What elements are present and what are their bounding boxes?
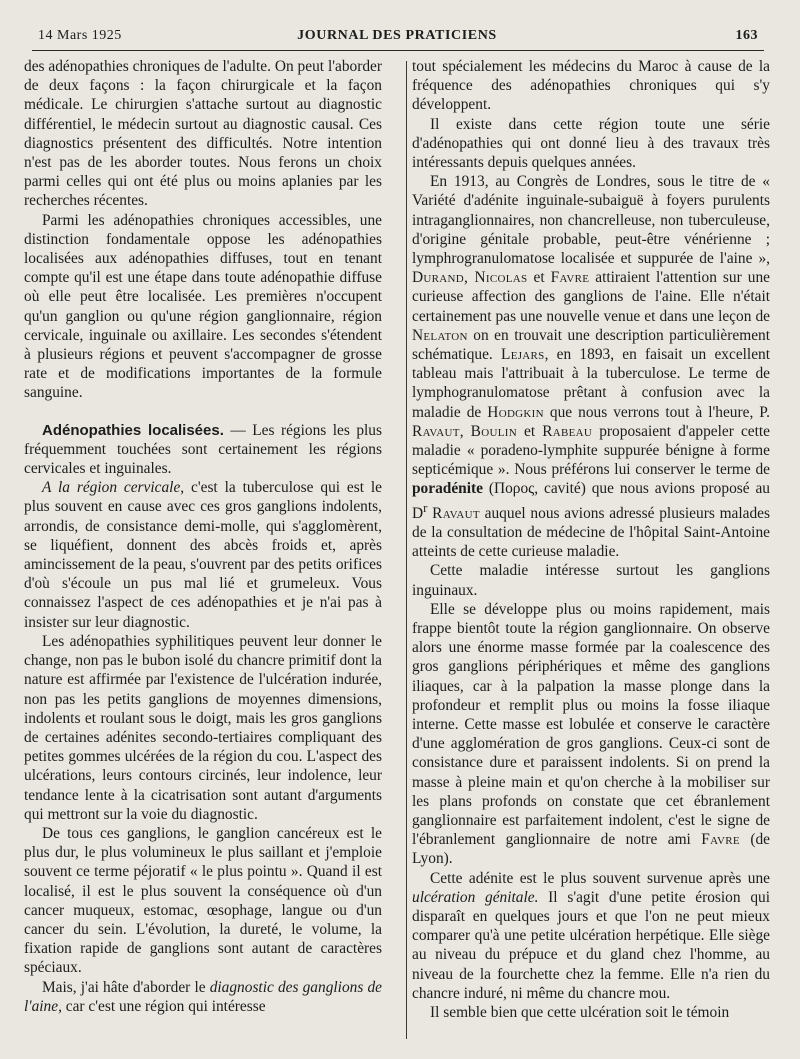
author-name: Hodgkin <box>487 403 544 421</box>
italic-phrase: ulcération génitale. <box>412 888 539 906</box>
paragraph-text: proposaient d'appeler cette maladie « poradeno-lymphite suppurée bénigne à forme septicémique ». Nous préférons lui conserver le terme de <box>412 422 770 479</box>
author-name: Nelaton <box>412 326 468 344</box>
paragraph: Cette maladie intéresse surtout les ganglions inguinaux. <box>412 562 770 599</box>
paragraph-text: Mais, j'ai hâte d'aborder le <box>42 978 210 996</box>
italic-phrase: A la région cervicale, <box>42 479 185 497</box>
paragraph-text: c'est la tuberculose qui est le plus souvent en cause avec ces gros ganglions indolents, arrondis, de consistance demi-molle, qui s'agglomèrent, se liquéfient, donnent des abcès froids et, après amincissement de la peau, s'ouvrent par des petits orifices d'où s'écoule un pus mal lié et grumeleux. Vous connaissez l'aspect de ces adénopathies et je n'ai pas à insister sur leur diagnostic. <box>24 479 382 631</box>
paragraph <box>412 172 770 561</box>
paragraph-text: — Les régions les plus fréquemment touchées sont certainement les régions cervicales et inguinales. <box>24 421 382 478</box>
paragraph-text: (de Lyon). <box>412 831 770 868</box>
journal-title: JOURNAL DES PRATICIENS <box>297 28 497 43</box>
author-name: Rabeau <box>542 422 593 440</box>
paragraph-text: attiraient l'attention sur une curieuse affection des ganglions de l'aine. Elle n'était certainement pas une nouvelle venue et dans une leçon de <box>412 269 770 325</box>
paragraph <box>412 869 770 1003</box>
superscript: r <box>423 500 428 515</box>
paragraph-text: , <box>459 422 471 440</box>
author-name: Boulin <box>470 422 517 440</box>
paragraph: Il semble bien que cette ulcération soit le témoin <box>430 1004 730 1022</box>
paragraph <box>24 478 382 632</box>
italic-phrase: diagnostic des ganglions de l'aine, <box>24 978 382 1015</box>
right-column <box>412 57 770 1022</box>
paragraph-text: Cette adénite est le plus souvent survenue après une <box>430 869 770 887</box>
page-number: 163 <box>735 28 758 43</box>
paragraph: tout spécialement les médecins du Maroc à cause de la fréquence des adénopathies chroniques qui s'y développent. <box>412 58 770 114</box>
paragraph <box>412 600 770 869</box>
section-heading: Adénopathies localisées. <box>42 421 224 439</box>
left-column <box>24 57 382 1022</box>
author-name: Ravaut <box>412 422 460 440</box>
bold-term: poradénite <box>412 480 483 498</box>
paragraph-text: auquel nous avions adressé plusieurs malades de la consultation de médecine de l'hôpital Saint-Antoine atteints de cette curieuse maladie. <box>412 504 770 561</box>
author-name: Durand, Nicolas <box>412 269 528 287</box>
paragraph: Il existe dans cette région toute une série d'adénopathies qui ont donné lieu à des travaux très intéressants depuis quelques années. <box>412 115 770 172</box>
column-divider <box>406 61 407 1039</box>
paragraph-text: , en 1893, en faisait un excellent tableau mais l'attribuait à la tuberculose. Le terme de lymphogranulomatose prêtant à confusion avec la maladie de <box>412 346 770 421</box>
header-rule <box>32 50 764 51</box>
page-header <box>24 26 770 48</box>
author-name: Favre <box>701 831 740 849</box>
paragraph-text: et <box>516 422 543 440</box>
paragraph <box>24 978 382 1016</box>
author-name: Ravaut <box>432 504 480 522</box>
paragraph-text: on en trouvait une description particulièrement schématique. <box>412 326 770 364</box>
article-columns <box>24 57 770 1022</box>
section-gap <box>24 403 382 421</box>
paragraph-text: que nous verrons tout à l'heure, P. <box>543 403 771 421</box>
paragraph: Les adénopathies syphilitiques peuvent leur donner le change, non pas le bubon isolé du chancre primitif dont la nature est affirmée par l'existence de l'ulcération indurée, non pas les petits ganglions de moyennes dimensions, indolents et roulant sous le doigt, mais les gros ganglions de certaines adénites secondo-tertiaires compliquant des petites gommes ulcérées de la région du cou. L'aspect des ulcérations, leurs contours circinés, leur indolence, leur tendance lente à la cicatrisation sont autant d'arguments qui mettront sur la voie du diagnostic. <box>24 632 382 823</box>
paragraph-text: car c'est une région qui intéresse <box>61 997 266 1015</box>
paragraph: des adénopathies chroniques de l'adulte. On peut l'aborder de deux façons : la façon chirurgicale et la façon médicale. Le chirurgien s'attache surtout au diagnostic différentiel, le médecin surtout au diagnostic causal. Ces diagnostics présentent des difficultés. Notre intention n'est pas de les aborder toutes. Nous ferons un choix parmi celles qui ont été plus ou moins aplanies par les recherches récentes. <box>24 58 382 210</box>
paragraph-text: Il s'agit d'une petite érosion qui disparaît en quelques jours et que l'on ne peut mieux comparer qu'à une petite ulcération herpétique. Elle siège au niveau du prépuce et du gland chez l'homme, au niveau de la fourchette chez la femme. Elle n'a rien du chancre induré, ni même du chancre mou. <box>412 888 770 1002</box>
paragraph: Parmi les adénopathies chroniques accessibles, une distinction fondamentale oppose les adénopathies localisées aux adénopathies diffuses, tout en tenant compte qu'il est une étape dans toute adénopathie diffuse où elle peut être localisée. Les premières n'occupent qu'un ganglion ou qu'une région ganglionnaire, région cervicale, inguinale ou axillaire. Les secondes s'étendent à plusieurs régions et peuvent s'accompagner de grosse rate et de modifications importantes de la formule sanguine. <box>24 211 382 402</box>
paragraph-text: et <box>527 269 551 287</box>
paragraph-text: (Πορος, cavité) que nous avions proposé au D <box>412 480 770 522</box>
paragraph-text: Elle se développe plus ou moins rapidement, mais frappe bientôt toute la région ganglionnaire. On observe alors une énorme masse formée par la coalescence des gros ganglions périphériques et même des ganglions iliaques, car à la palpation la masse plonge dans la profondeur et remplit plus ou moins la fosse iliaque interne. Cette masse est lobulée et conserve le caractère d'une agglomération de gros ganglions. Ceux-ci sont de consistance dure et paraissent indolents. Si on prend la masse à pleine main et qu'on cherche à la mobiliser sur les plans profonds on constate que cet ébranlement ganglionnaire est parfaitement indolent, c'est le signe de l'ébranlement ganglionnaire de notre ami <box>412 600 770 849</box>
issue-date: 14 Mars 1925 <box>38 28 122 43</box>
author-name: Favre <box>550 269 590 287</box>
author-name: Lejars <box>501 346 545 364</box>
paragraph <box>24 421 382 479</box>
paragraph: De tous ces ganglions, le ganglion cancéreux est le plus dur, le plus volumineux le plus saillant et j'emploie souvent ce terme péjoratif « le plus pointu ». Quand il est localisé, il est le plus souvent la conséquence où d'un cancer muqueux, estomac, œsophage, langue ou d'un cancer du sein. L'évolution, la dureté, le volume, la fixation rapide de ganglions sont autant de caractères spéciaux. <box>24 824 382 977</box>
paragraph-text: En 1913, au Congrès de Londres, sous le titre de « Variété d'adénite inguinale-subaiguë à foyers purulents intraganglionnaires, non chancrelleuse, non tuberculeuse, d'origine génitale probable, peut-être vénérienne ; lymphrogranulomatose localisée et suppurée de l'aine », <box>412 173 770 268</box>
